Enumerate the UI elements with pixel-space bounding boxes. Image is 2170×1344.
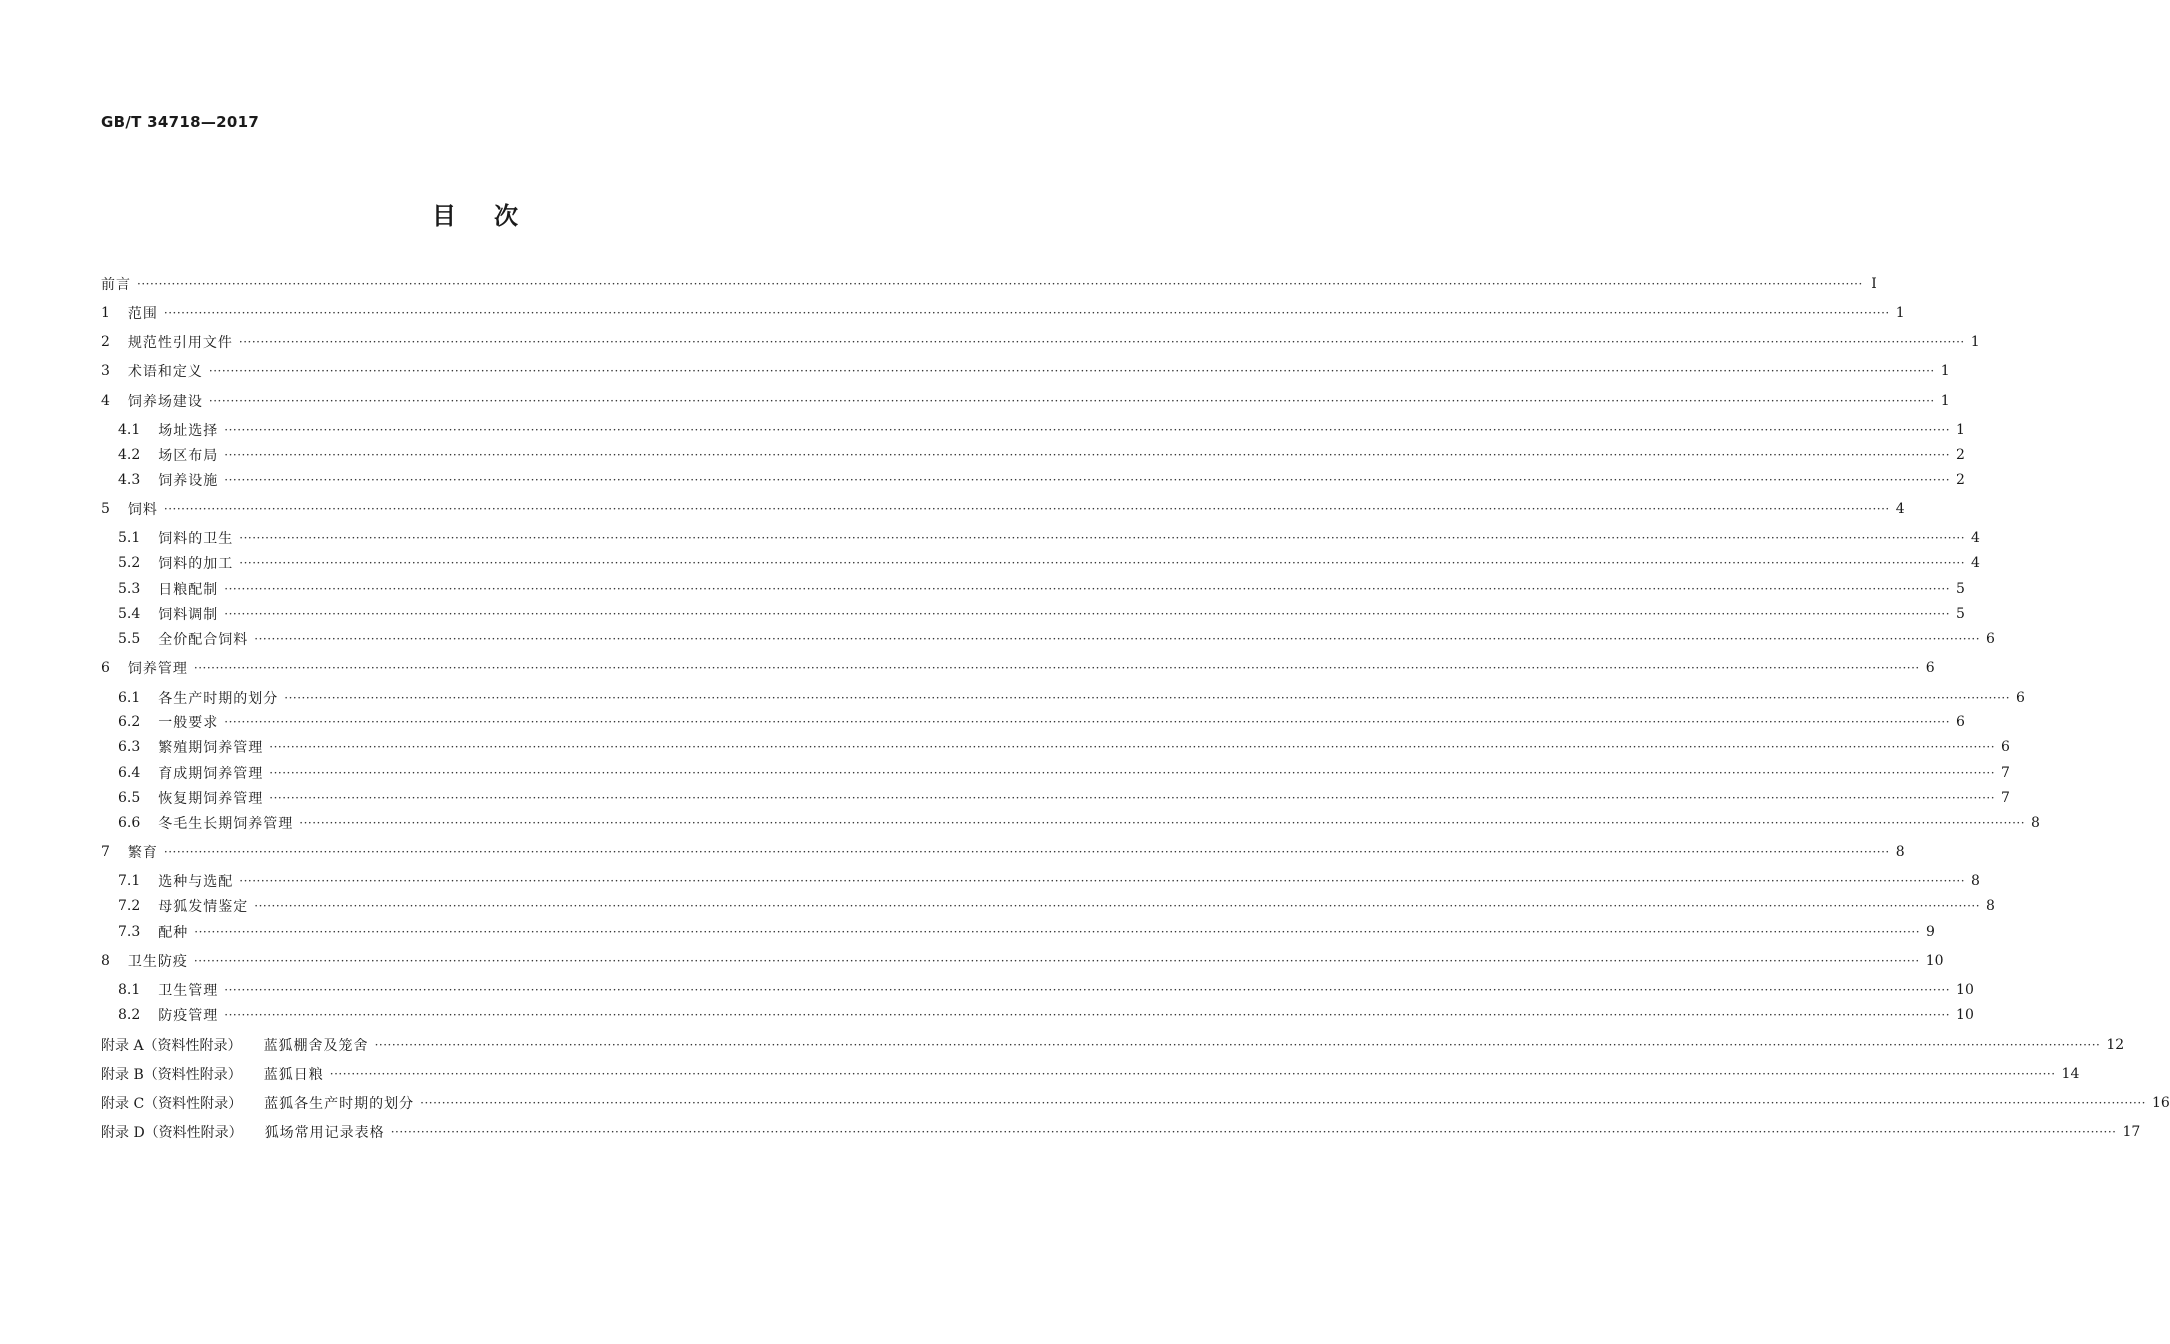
dot-leader: ················································································································································································································································································································································································································ xyxy=(224,473,1951,487)
toc-entry-title: 蓝狐棚舍及笼舍 xyxy=(263,1038,369,1054)
toc-entry-page: 7 xyxy=(2001,765,2010,781)
toc-entry-title: 一般要求 xyxy=(158,715,219,731)
toc-entry-title: 饲料的卫生 xyxy=(158,531,234,547)
dot-leader: ················································································································································································································································································································································································································ xyxy=(329,1067,2056,1081)
toc-entry-title: 规范性引用文件 xyxy=(127,335,233,351)
toc-entry-number: 7.3 xyxy=(118,924,141,940)
toc-entry-page: 2 xyxy=(1956,447,1965,463)
toc-entry-page: 6 xyxy=(1956,714,1965,730)
toc-entry-number: 6.2 xyxy=(118,714,141,730)
toc-entry-title: 蓝狐日粮 xyxy=(263,1067,324,1083)
toc-entry-title: 场址选择 xyxy=(158,423,219,439)
toc-entry-number: 8.1 xyxy=(118,982,141,998)
toc-entry-number: 5.5 xyxy=(118,631,141,647)
dot-leader: ················································································································································································································································································································································································································ xyxy=(208,394,1935,408)
toc-entry-page: 5 xyxy=(1956,606,1965,622)
dot-leader: ················································································································································································································································································································································································································ xyxy=(163,502,1890,516)
dot-leader: ················································································································································································································································································································································································································ xyxy=(163,845,1890,859)
dot-leader: ················································································································································································································································································································································································································ xyxy=(224,715,1951,729)
toc-entry-number: 5.2 xyxy=(118,555,141,571)
toc-entry[interactable] xyxy=(118,1003,1974,1027)
toc-entry-title: 狐场常用记录表格 xyxy=(264,1125,385,1141)
dot-leader: ················································································································································································································································································································································································································ xyxy=(224,607,1951,621)
toc-entry-page: 6 xyxy=(2016,690,2025,706)
toc-entry-title: 饲料调制 xyxy=(158,607,219,623)
toc-entry-number: 6.4 xyxy=(118,765,141,781)
toc-entry[interactable] xyxy=(118,978,1974,1002)
toc-entry-page: 10 xyxy=(1956,982,1974,998)
dot-leader: ················································································································································································································································································································································································································ xyxy=(239,874,1966,888)
toc-entry-title: 饲养管理 xyxy=(127,661,188,677)
toc-entry[interactable] xyxy=(101,1033,2125,1057)
toc-entry-number: 4.2 xyxy=(118,447,141,463)
toc-entry-page: 1 xyxy=(1895,305,1905,321)
toc-entry-number: 2 xyxy=(101,334,110,350)
toc-entry-page: 5 xyxy=(1956,581,1965,597)
toc-entry-number: 5 xyxy=(101,501,110,517)
page-title: 目次 xyxy=(432,202,556,230)
toc-entry[interactable] xyxy=(118,894,1995,918)
dot-leader: ················································································································································································································································································································································································································ xyxy=(269,791,1996,805)
toc-entry[interactable] xyxy=(101,949,1944,973)
toc-entry-number: 附录 D（资料性附录） xyxy=(101,1125,243,1141)
toc-entry-page: 4 xyxy=(1895,501,1905,517)
dot-leader: ················································································································································································································································································································································································································ xyxy=(239,531,1966,545)
toc-entry[interactable] xyxy=(118,418,1965,442)
toc-entry-number: 7.1 xyxy=(118,873,141,889)
dot-leader: ················································································································································································································································································································································································································ xyxy=(390,1125,2117,1139)
toc-entry-title: 范围 xyxy=(127,306,158,322)
toc-entry-title: 卫生防疫 xyxy=(127,954,188,970)
toc-entry-number: 附录 A（资料性附录） xyxy=(101,1038,242,1054)
toc-entry-number: 6 xyxy=(101,660,110,676)
toc-entry-title: 繁育 xyxy=(127,845,158,861)
toc-entry-page: 12 xyxy=(2106,1037,2125,1053)
toc-entry[interactable] xyxy=(101,389,1950,413)
toc-entry-number: 8.2 xyxy=(118,1007,141,1023)
toc-entry-number: 7.2 xyxy=(118,898,141,914)
toc-entry[interactable] xyxy=(118,577,1965,601)
toc-entry-title: 母狐发情鉴定 xyxy=(158,899,249,915)
toc-entry-page: 1 xyxy=(1940,393,1950,409)
toc-entry-page: 4 xyxy=(1971,530,1980,546)
toc-entry-title: 蓝狐各生产时期的划分 xyxy=(264,1096,415,1112)
toc-entry[interactable] xyxy=(118,811,2040,835)
toc-entry-page: 10 xyxy=(1925,953,1944,969)
toc-entry-page: 16 xyxy=(2151,1095,2170,1111)
toc-entry-page: 6 xyxy=(1986,631,1995,647)
toc-entry-page: 14 xyxy=(2061,1066,2080,1082)
toc-entry-number: 4.1 xyxy=(118,422,141,438)
toc-entry-title: 前言 xyxy=(101,277,131,293)
toc-entry-number: 4 xyxy=(101,393,110,409)
toc-entry[interactable] xyxy=(118,686,2025,710)
dot-leader: ················································································································································································································································································································································································································ xyxy=(269,740,1996,754)
dot-leader: ················································································································································································································································································································································································································ xyxy=(208,364,1935,378)
toc-entry-number: 5.3 xyxy=(118,581,141,597)
dot-leader: ················································································································································································································································································································································································································ xyxy=(269,766,1996,780)
toc-entry[interactable] xyxy=(101,301,1905,325)
toc-entry[interactable] xyxy=(101,1062,2080,1086)
toc-entry-page: 8 xyxy=(1895,844,1905,860)
toc-entry[interactable] xyxy=(101,840,1905,864)
toc-entry-title: 防疫管理 xyxy=(158,1008,219,1024)
toc-entry[interactable] xyxy=(118,443,1965,467)
toc-entry-page: 6 xyxy=(2001,739,2010,755)
toc-entry-title: 场区布局 xyxy=(158,448,219,464)
toc-entry[interactable] xyxy=(101,359,1950,383)
toc-entry-title: 饲养设施 xyxy=(158,473,219,489)
toc-entry[interactable] xyxy=(118,526,1980,550)
toc-entry-page: 8 xyxy=(2031,815,2040,831)
toc-entry-number: 5.4 xyxy=(118,606,141,622)
toc-entry-number: 8 xyxy=(101,953,110,969)
toc-entry[interactable] xyxy=(101,1091,2170,1115)
dot-leader: ················································································································································································································································································································································································································ xyxy=(193,661,1920,675)
dot-leader: ················································································································································································································································································································································································································ xyxy=(224,983,1951,997)
toc-entry-page: 6 xyxy=(1925,660,1935,676)
toc-entry-title: 卫生管理 xyxy=(158,983,219,999)
toc-entry[interactable] xyxy=(118,551,1980,575)
toc-entry-page: 2 xyxy=(1956,472,1965,488)
dot-leader: ················································································································································································································································································································································································································ xyxy=(193,954,1920,968)
toc-entry[interactable] xyxy=(118,602,1965,626)
toc-entry-title: 饲养场建设 xyxy=(127,394,203,410)
dot-leader: ················································································································································································································································································································································································································ xyxy=(224,1008,1951,1022)
toc-entry[interactable] xyxy=(118,786,2010,810)
toc-entry-page: 9 xyxy=(1926,924,1935,940)
toc-entry[interactable] xyxy=(101,656,1935,680)
toc-entry-number: 6.5 xyxy=(118,790,141,806)
dot-leader: ················································································································································································································································································································································································································ xyxy=(137,277,1863,291)
toc-entry-number: 5.1 xyxy=(118,530,141,546)
toc-entry-title: 全价配合饲料 xyxy=(158,632,249,648)
toc-entry-title: 饲料 xyxy=(127,502,158,518)
toc-entry-number: 6.3 xyxy=(118,739,141,755)
dot-leader: ················································································································································································································································································································································································································ xyxy=(224,448,1951,462)
toc-entry-number: 4.3 xyxy=(118,472,141,488)
dot-leader: ················································································································································································································································································································································································································ xyxy=(224,582,1951,596)
toc-entry-title: 繁殖期饲养管理 xyxy=(158,740,264,756)
toc-entry-page: 8 xyxy=(1971,873,1980,889)
toc-entry[interactable] xyxy=(101,272,1877,296)
dot-leader: ················································································································································································································································································································································································································ xyxy=(284,691,2011,705)
toc-entry[interactable] xyxy=(118,468,1965,492)
toc-entry-title: 育成期饲养管理 xyxy=(158,766,264,782)
toc-entry-title: 冬毛生长期饲养管理 xyxy=(158,816,294,832)
dot-leader: ················································································································································································································································································································································································································ xyxy=(420,1096,2146,1110)
toc-entry-number: 附录 C（资料性附录） xyxy=(101,1096,243,1112)
dot-leader: ················································································································································································································································································································································································································ xyxy=(238,335,1965,349)
toc-entry-number: 3 xyxy=(101,363,110,379)
toc-entry-title: 选种与选配 xyxy=(158,874,234,890)
dot-leader: ················································································································································································································································································································································································································ xyxy=(194,925,1921,939)
toc-entry-page: 7 xyxy=(2001,790,2010,806)
toc-entry[interactable] xyxy=(118,627,1995,651)
toc-entry-number: 附录 B（资料性附录） xyxy=(101,1067,242,1083)
toc-entry-number: 6.6 xyxy=(118,815,141,831)
toc-entry[interactable] xyxy=(101,497,1905,521)
toc-entry-number: 7 xyxy=(101,844,110,860)
dot-leader: ················································································································································································································································································································································································································ xyxy=(163,306,1890,320)
toc-entry-title: 配种 xyxy=(158,925,189,941)
toc-entry-number: 1 xyxy=(101,305,110,321)
toc-entry-page: Ⅰ xyxy=(1871,276,1877,292)
standard-code: GB/T 34718—2017 xyxy=(101,113,260,131)
toc-entry[interactable] xyxy=(118,920,1935,944)
toc-entry-number: 6.1 xyxy=(118,690,141,706)
toc-entry-page: 17 xyxy=(2122,1124,2141,1140)
toc-entry-title: 饲料的加工 xyxy=(158,556,234,572)
toc-entry-title: 各生产时期的划分 xyxy=(158,691,279,707)
toc-entry[interactable] xyxy=(118,869,1980,893)
toc-entry-page: 10 xyxy=(1956,1007,1974,1023)
toc-entry[interactable] xyxy=(118,710,1965,734)
dot-leader: ················································································································································································································································································································································································································ xyxy=(254,899,1981,913)
dot-leader: ················································································································································································································································································································································································································ xyxy=(374,1038,2101,1052)
dot-leader: ················································································································································································································································································································································································································ xyxy=(299,816,2026,830)
dot-leader: ················································································································································································································································································································································································································ xyxy=(254,632,1981,646)
toc-entry-title: 日粮配制 xyxy=(158,582,219,598)
toc-entry-page: 8 xyxy=(1986,898,1995,914)
dot-leader: ················································································································································································································································································································································································································ xyxy=(224,423,1951,437)
toc-entry[interactable] xyxy=(118,761,2010,785)
toc-entry-page: 1 xyxy=(1940,363,1950,379)
toc-entry[interactable] xyxy=(118,735,2010,759)
toc-entry-title: 恢复期饲养管理 xyxy=(158,791,264,807)
toc-entry[interactable] xyxy=(101,330,1980,354)
toc-entry[interactable] xyxy=(101,1120,2141,1144)
toc-entry-page: 4 xyxy=(1971,555,1980,571)
toc-entry-page: 1 xyxy=(1956,422,1965,438)
toc-entry-title: 术语和定义 xyxy=(127,364,203,380)
toc-entry-page: 1 xyxy=(1970,334,1980,350)
dot-leader: ················································································································································································································································································································································································································ xyxy=(239,556,1966,570)
